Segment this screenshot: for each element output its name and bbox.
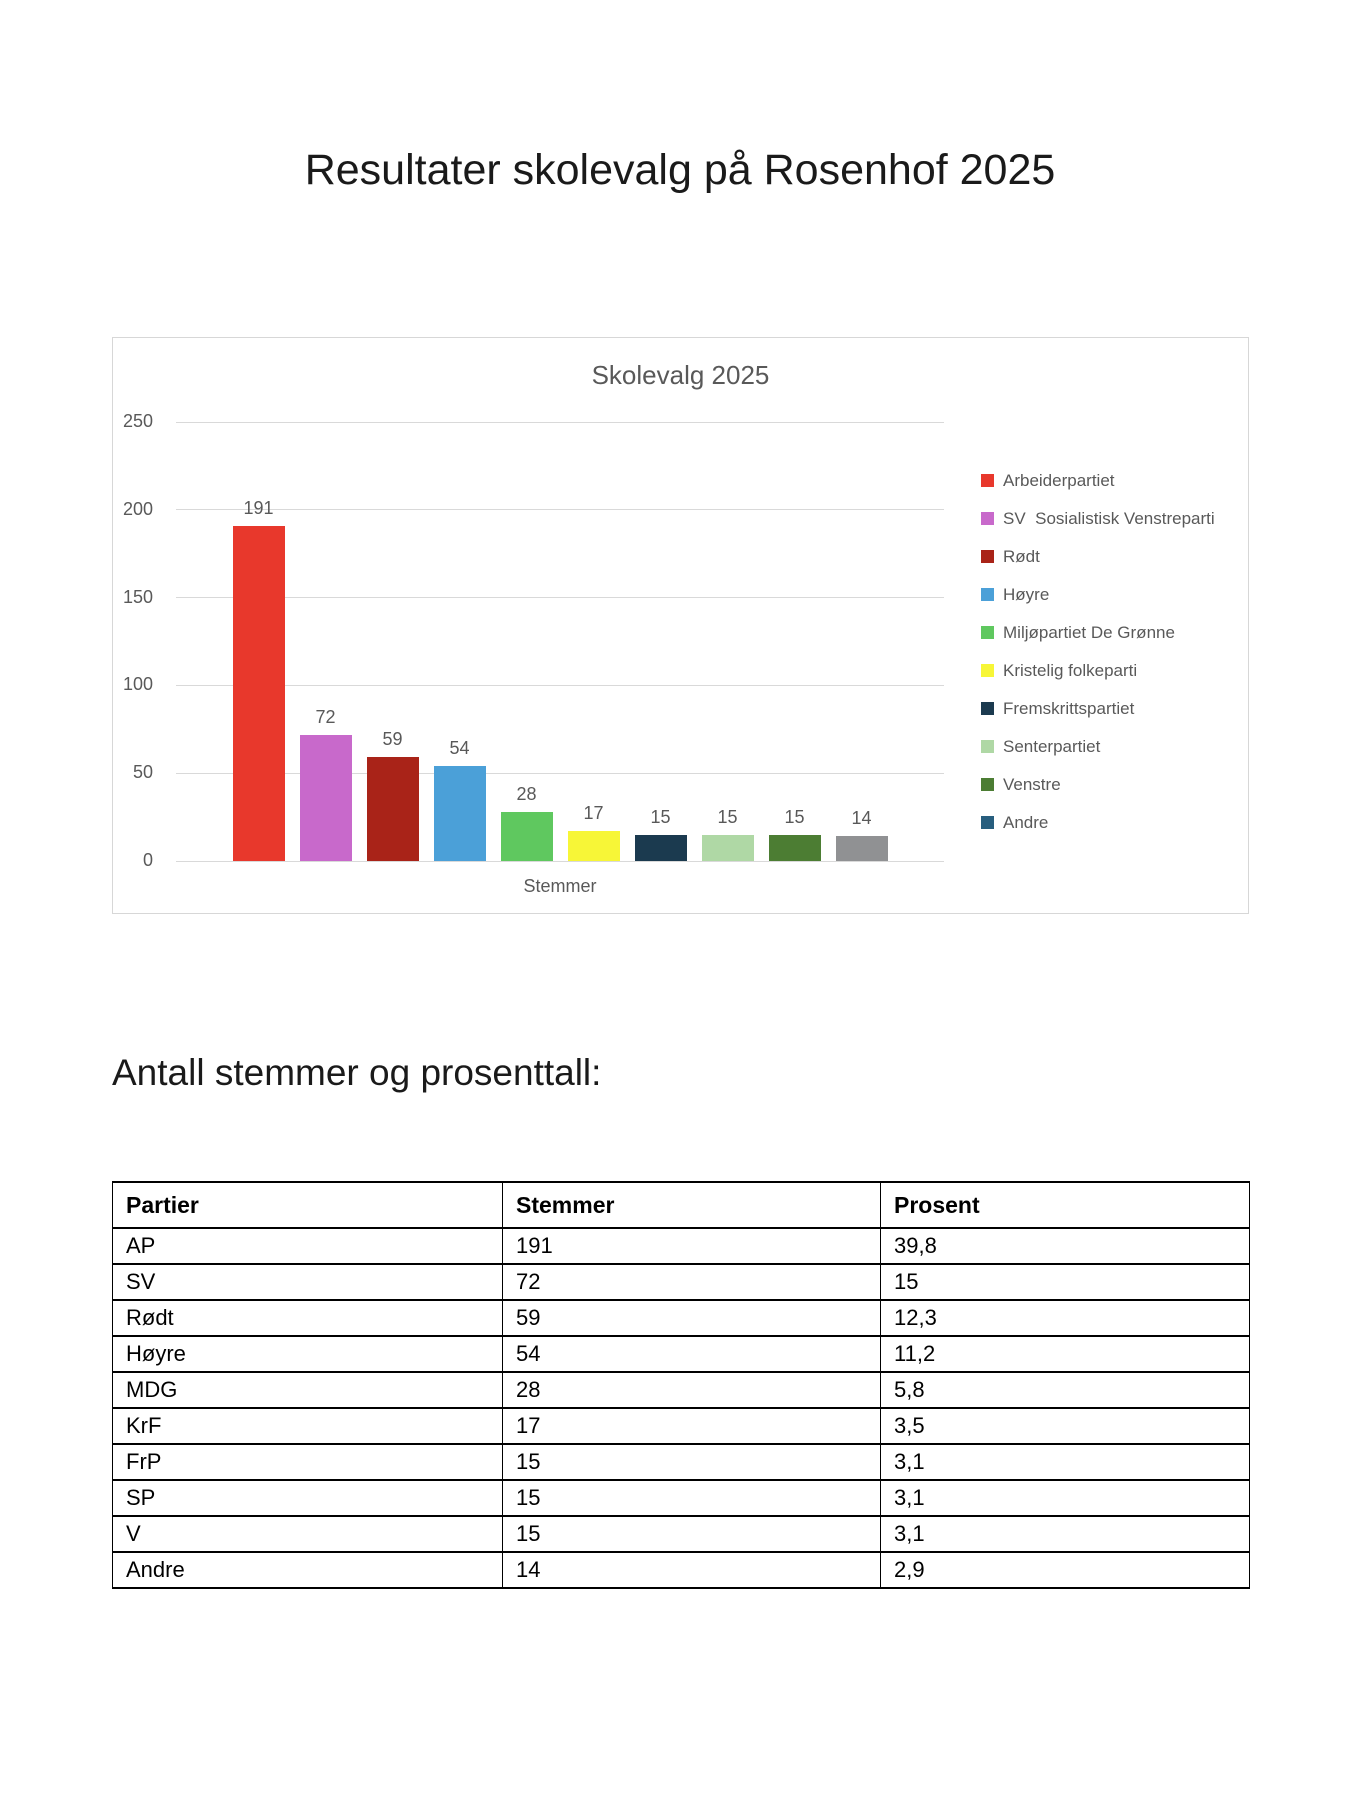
cell-r-dt-stemmer: 59 <box>503 1300 881 1336</box>
bar-r-dt <box>367 757 419 861</box>
legend-label-arbeiderpartiet: Arbeiderpartiet <box>1003 470 1115 490</box>
cell-r-dt-prosent: 12,3 <box>881 1300 1250 1336</box>
legend-swatch-sv-sosialistisk-venstreparti <box>981 512 994 525</box>
legend-swatch-senterpartiet <box>981 740 994 753</box>
cell-h-yre-partier: Høyre <box>113 1336 503 1372</box>
legend-label-senterpartiet: Senterpartiet <box>1003 736 1101 756</box>
legend-swatch-milj-partiet-de-gr-nne <box>981 626 994 639</box>
y-tick-0: 0 <box>142 850 153 870</box>
bar-h-yre <box>434 766 486 861</box>
bar-slot-venstre <box>769 422 821 861</box>
cell-v-prosent: 3,1 <box>881 1516 1250 1552</box>
plot-area <box>176 422 944 861</box>
legend-item-arbeiderpartiet <box>981 472 1215 489</box>
bar-value-senterpartiet: 15 <box>717 806 738 827</box>
table-row-frp <box>113 1444 1250 1480</box>
cell-andre-stemmer: 14 <box>503 1552 881 1588</box>
y-tick-250: 250 <box>122 411 153 431</box>
cell-r-dt-partier: Rødt <box>113 1300 503 1336</box>
legend-label-sv-sosialistisk-venstreparti: SV Sosialistisk Venstreparti <box>1003 508 1215 528</box>
legend-label-fremskrittspartiet: Fremskrittspartiet <box>1003 698 1135 718</box>
table-row-krf <box>113 1408 1250 1444</box>
table-row-andre <box>113 1552 1250 1588</box>
legend-item-fremskrittspartiet <box>981 700 1215 717</box>
legend-item-senterpartiet <box>981 738 1215 755</box>
header-cell-partier: Partier <box>113 1182 503 1228</box>
y-tick-100: 100 <box>122 674 153 695</box>
bar-slot-andre <box>836 422 888 861</box>
legend-item-andre <box>981 814 1215 831</box>
legend-label-andre: Andre <box>1003 812 1049 832</box>
legend-item-milj-partiet-de-gr-nne <box>981 624 1215 641</box>
legend-swatch-r-dt <box>981 550 994 563</box>
bar-senterpartiet <box>702 835 754 861</box>
cell-mdg-partier: MDG <box>113 1372 503 1408</box>
cell-ap-stemmer: 191 <box>503 1228 881 1264</box>
bar-slot-fremskrittspartiet <box>635 422 687 861</box>
legend-label-h-yre: Høyre <box>1003 584 1050 604</box>
bar-slot-senterpartiet <box>702 422 754 861</box>
table-row-ap <box>113 1228 1250 1264</box>
x-axis-label: Stemmer <box>523 876 597 896</box>
legend-swatch-venstre <box>981 778 994 791</box>
table-row-sv <box>113 1264 1250 1300</box>
section-heading: Antall stemmer og prosenttall: <box>112 1052 602 1093</box>
cell-ap-partier: AP <box>113 1228 503 1264</box>
cell-mdg-stemmer: 28 <box>503 1372 881 1408</box>
table-row-h-yre <box>113 1336 1250 1372</box>
bar-slot-sv-sosialistisk-venstreparti <box>300 422 352 861</box>
cell-ap-prosent: 39,8 <box>881 1228 1250 1264</box>
bar-andre <box>836 836 888 861</box>
results-table <box>112 1181 1250 1589</box>
bar-slot-milj-partiet-de-gr-nne <box>501 422 553 861</box>
cell-andre-prosent: 2,9 <box>881 1552 1250 1588</box>
cell-krf-stemmer: 17 <box>503 1408 881 1444</box>
cell-sp-stemmer: 15 <box>503 1480 881 1516</box>
legend-item-r-dt <box>981 548 1215 565</box>
bars <box>176 422 944 861</box>
y-tick-200: 200 <box>122 498 153 519</box>
cell-andre-partier: Andre <box>113 1552 503 1588</box>
bar-value-r-dt: 59 <box>382 729 403 750</box>
cell-krf-partier: KrF <box>113 1408 503 1444</box>
legend-item-sv-sosialistisk-venstreparti <box>981 510 1215 527</box>
bar-value-fremskrittspartiet: 15 <box>650 806 671 827</box>
bar-slot-arbeiderpartiet <box>233 422 285 861</box>
table-row-v <box>113 1516 1250 1552</box>
table-row-r-dt <box>113 1300 1250 1336</box>
legend-label-milj-partiet-de-gr-nne: Miljøpartiet De Grønne <box>1003 622 1175 642</box>
bar-value-milj-partiet-de-gr-nne: 28 <box>516 783 537 804</box>
legend-label-venstre: Venstre <box>1003 774 1061 794</box>
bar-value-h-yre: 54 <box>449 738 470 759</box>
header-cell-stemmer: Stemmer <box>503 1182 881 1228</box>
cell-sp-partier: SP <box>113 1480 503 1516</box>
bar-value-sv-sosialistisk-venstreparti: 72 <box>315 706 336 727</box>
chart <box>112 337 1249 914</box>
bar-arbeiderpartiet <box>233 526 285 861</box>
legend-label-r-dt: Rødt <box>1003 546 1040 566</box>
bar-venstre <box>769 835 821 861</box>
legend-swatch-kristelig-folkeparti <box>981 664 994 677</box>
table-row-mdg <box>113 1372 1250 1408</box>
legend-swatch-fremskrittspartiet <box>981 702 994 715</box>
cell-h-yre-prosent: 11,2 <box>881 1336 1250 1372</box>
cell-sv-prosent: 15 <box>881 1264 1250 1300</box>
bar-sv-sosialistisk-venstreparti <box>300 735 352 861</box>
legend-item-venstre <box>981 776 1215 793</box>
legend-swatch-arbeiderpartiet <box>981 474 994 487</box>
cell-mdg-prosent: 5,8 <box>881 1372 1250 1408</box>
bar-fremskrittspartiet <box>635 835 687 861</box>
table-row-sp <box>113 1480 1250 1516</box>
bar-slot-kristelig-folkeparti <box>568 422 620 861</box>
bar-value-andre: 14 <box>851 808 872 829</box>
y-axis-labels <box>113 411 163 870</box>
cell-v-partier: V <box>113 1516 503 1552</box>
page-title: Resultater skolevalg på Rosenhof 2025 <box>304 146 1056 194</box>
header-cell-prosent: Prosent <box>881 1182 1250 1228</box>
legend <box>981 472 1215 831</box>
bar-value-arbeiderpartiet: 191 <box>243 497 274 518</box>
cell-v-stemmer: 15 <box>503 1516 881 1552</box>
legend-label-kristelig-folkeparti: Kristelig folkeparti <box>1003 660 1138 680</box>
legend-item-h-yre <box>981 586 1215 603</box>
cell-sv-stemmer: 72 <box>503 1264 881 1300</box>
y-tick-150: 150 <box>122 586 153 607</box>
cell-sv-partier: SV <box>113 1264 503 1300</box>
table-header-row <box>113 1182 1250 1228</box>
legend-swatch-h-yre <box>981 588 994 601</box>
legend-swatch-andre <box>981 816 994 829</box>
y-tick-50: 50 <box>132 762 153 783</box>
cell-frp-prosent: 3,1 <box>881 1444 1250 1480</box>
bar-kristelig-folkeparti <box>568 831 620 861</box>
chart-title: Skolevalg 2025 <box>591 360 770 390</box>
cell-frp-stemmer: 15 <box>503 1444 881 1480</box>
cell-frp-partier: FrP <box>113 1444 503 1480</box>
cell-h-yre-stemmer: 54 <box>503 1336 881 1372</box>
legend-item-kristelig-folkeparti <box>981 662 1215 679</box>
table-body <box>113 1228 1250 1588</box>
bar-slot-r-dt <box>367 422 419 861</box>
bar-value-kristelig-folkeparti: 17 <box>583 803 604 824</box>
cell-sp-prosent: 3,1 <box>881 1480 1250 1516</box>
cell-krf-prosent: 3,5 <box>881 1408 1250 1444</box>
bar-value-venstre: 15 <box>784 806 805 827</box>
